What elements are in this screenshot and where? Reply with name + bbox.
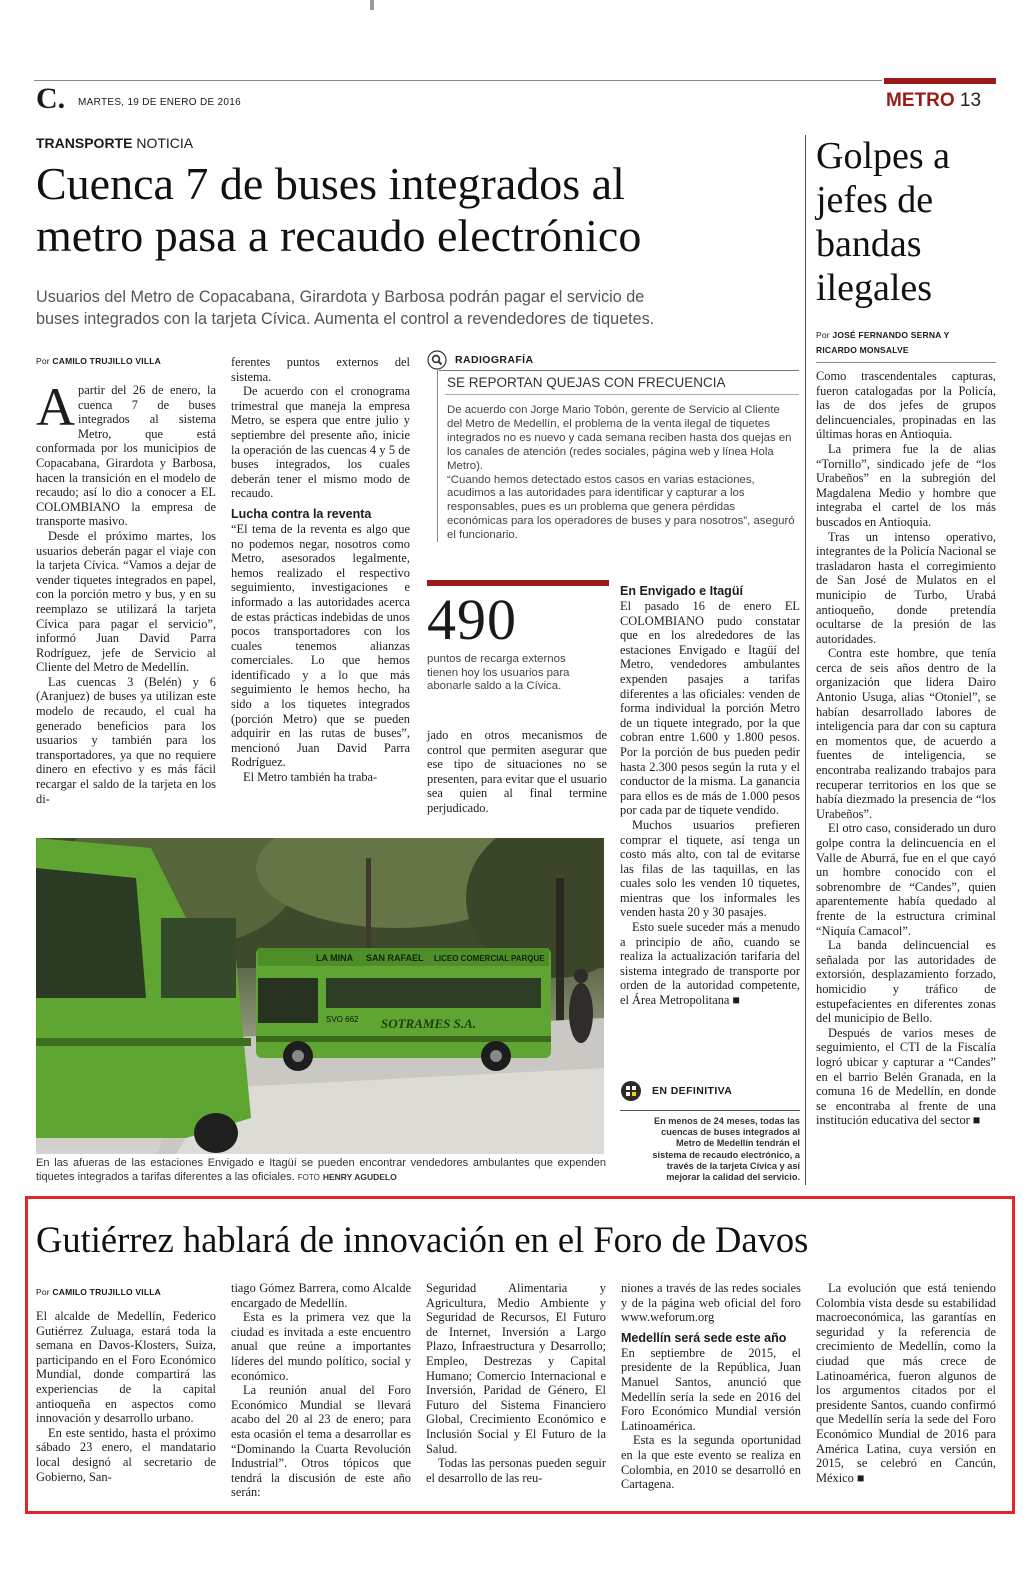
- top-page-edge: [370, 0, 374, 10]
- bus-route-sign-4: PARQUE: [511, 954, 545, 963]
- en-definitiva-rule: [620, 1110, 800, 1111]
- side-byline-rule: [816, 362, 996, 363]
- radiografia-title-rule: [445, 394, 799, 395]
- issue-date: MARTES, 19 DE ENERO DE 2016: [78, 97, 241, 108]
- radiografia-header: [427, 350, 799, 370]
- side-body: Como trascendentales capturas, fueron catalogadas por la Policía, las de dos jefes de grupos delincuenciales, propinadas en las últimas horas en Antioquia. La primera fue la de alias “Tornillo”, sindicado jefe de “los Urabeños” en la subregión del Magdalena Medio y hombre que integraba el cartel de los más buscados en Antioquia. Tras un intenso operativo, integrantes de la Policía Nacional se trasladaron hasta el corregimiento de San José de Mulatos en el municipio de Turbo, Urabá antioqueño, donde pretendía ocultarse de la presión de las autoridades. Contra este hombre, que tenía cerca de seis años dentro de la organización que lidera Dairo Antonio Usuga, alias “Otoniel”, se habían desarrollado labores de inteligencia para dar con su captura en momentos que, de acuerdo a fuentes de inteligencia, se encontraba realizando trabajos para recuperar territorios en los que se había diezmado la presencia de “los Urabeños”. El otro caso, considerado un duro golpe contra la delincuencia en el Valle de Aburrá, fue en el que cayó un hombre conocido con el sobrenombre de “Candes”, quien aparentemente había quedado al frente de la estructura criminal “Niquía Camacol”. La banda delincuencial es señalada por las autoridades de extorsión, desplazamiento forzado, homicidio y tráfico de estupefacientes en diferentes zonas del municipio de Bello. Después de varios meses de seguimiento, el CTI de la Fiscalía logró ubicar y capturar a “Candes” en el barrio Belén Granada, en la comuna 16 de Medellín, en donde se encontraba al frente de una institución educativa del sector ■: [816, 369, 996, 1128]
- stat-number: 490: [427, 587, 517, 652]
- bus-photo-illustration: [36, 838, 604, 1154]
- subhead-reventa: Lucha contra la reventa: [231, 506, 372, 521]
- bottom-headline: Gutiérrez hablará de innovación en el Foro de Davos: [36, 1219, 809, 1260]
- main-headline-line-1: Cuenca 7 de buses integrados al: [36, 158, 625, 209]
- photo-credit-name: HENRY AGUDELO: [322, 1171, 397, 1182]
- main-col-3: jado en otros mecanismos de control que permiten asegurar que ese tipo de situaciones no se presenten, para evitar que el usuario sea quien al final termine perjudicado.: [427, 728, 607, 815]
- photo-caption: En las afueras de las estaciones Envigado e Itagüí se pueden encontrar vendedores ambulantes que expenden tiquetes integrados a tarifas diferentes a las oficiales. FOTO HENRY AGUDELO: [36, 1157, 606, 1183]
- stat-bar: [427, 580, 609, 586]
- bus-route-sign-2: SAN RAFAEL: [366, 953, 424, 963]
- radiografia-side-rule: [437, 370, 438, 542]
- bus-route-sign-1: LA MINA: [316, 953, 354, 963]
- header-rule: [34, 80, 882, 81]
- magnifier-icon: [427, 350, 447, 370]
- photo-credit-label: FOTO: [297, 1172, 320, 1182]
- radiografia-box: [427, 350, 799, 560]
- main-headline: [36, 158, 806, 262]
- bottom-col-1: El alcalde de Medellín, Federico Gutiérrez Zuluaga, estará toda la semana en Davos-Klosters, Suiza, participando en el Foro Económico Mundial, donde compartirá las experiencias de la capital antioqueña en aspectos como innovación y desarrollo urbano. En este sentido, hasta el próximo sábado 23 enero, el mandatario local designó al secretario de Gobierno, San-: [36, 1309, 216, 1484]
- bottom-col-3: Seguridad Alimentaria y Agricultura, Medio Ambiente y Seguridad de Recursos, El Futuro de Internet, Inversión a Largo Plazo, Infraestructura y Desarrollo; Empleo, Destrezas y Capital Humano; Comercio Internacional e Inversión, Paridad de Género, El Futuro del Sistema Financiero Global, Crecimiento Económico e Inclusión Social y El Futuro de la Salud. Todas las personas pueden seguir el desarrollo de las reu-: [426, 1281, 606, 1485]
- side-column-rule: [805, 135, 806, 1185]
- section-name: METRO: [886, 90, 955, 111]
- bus-photo: [36, 838, 604, 1154]
- subhead-medellin-sede: Medellín será sede este año: [621, 1330, 787, 1345]
- main-col-1: Apartir del 26 de enero, la cuenca 7 de buses integrados al sistema Metro, que está conformada por los municipios de Copacabana, Girardota y Barbosa, hacen la transición en el modelo de recaudo; así lo dio a conocer a EL COLOMBIANO la empresa de transporte masivo. Desde el próximo martes, los usuarios deberán pagar el viaje con la tarjeta Cívica. “Vamos a dejar de vender tiquetes integrados en papel, con la porción metro y bus, y en su reemplazo se utilizará la tarjeta Cívica para pagar el servicio”, informó Juan David Parra Rodríguez, jefe de Servicio al Cliente del Metro de Medellín. Las cuencas 3 (Belén) y 6 (Aranjuez) de buses ya utilizan este modelo de recaudo, el cual ha generado beneficios para los usuarios y también para los transportadores, ya que no requiere dinero en efectivo y es más fácil recargar el saldo de la tarjeta en los di-: [36, 377, 216, 806]
- bottom-col-5: La evolución que está teniendo Colombia vista desde su estabilidad macroeconómica, las garantías en seguridad y la referencia de crecimiento de Medellín, como la ciudad que más crece de Latinoamérica, fueron algunos de los argumentos citados por el presidente Santos, cuando confirmó que Medellín sería la sede del Foro Económico Mundial de 2016 para América Latina, cuya versión en 2015, se celebró en Cancún, México ■: [816, 1281, 996, 1485]
- main-col-2: ferentes puntos externos del sistema. De acuerdo con el cronograma trimestral que maneja la empresa Metro, se espera que entre julio y septiembre del presente año, inicie la operación de las cuencas 4 y 5 de buses integrados, los cuales deberán tener el mismo modo de recaudo. Lucha contra la reventa “El tema de la reventa es algo que no podemos negar, nosotros como Metro, asesorados legalmente, hemos realizado el respectivo seguimiento, investigaciones e informado a las autoridades acerca de estas prácticas indebidas de unos pocos transportadores con los cuales tenemos alianzas comerciales. Lo que hemos identificado y a lo que más seguimiento le hemos hecho, ha sido a los tiquetes integrados (porción Metro) que se pueden adquirir en las rutas de buses”, mencionó Juan David Parra Rodríguez. El Metro también ha traba-: [231, 355, 410, 785]
- puzzle-icon: [620, 1080, 642, 1102]
- stat-box: [427, 580, 609, 690]
- en-definitiva-text: En menos de 24 meses, todas las cuencas de buses integrados al Metro de Medellín tendrán el sistema de recaudo electrónico, a través de la tarjeta Cívica y así mejorar la calidad del servicio.: [652, 1116, 800, 1183]
- en-definitiva-header: [620, 1080, 802, 1102]
- section-label: [886, 90, 981, 112]
- bus-brand: SOTRAMES S.A.: [381, 1016, 477, 1031]
- main-col-4: En Envigado e Itagüí El pasado 16 de enero EL COLOMBIANO pudo constatar que en los alrededores de las estaciones Envigado e Itagüí del Metro, vendedores ambulantes expenden pasajes a tarifas diferentes a las oficiales: venden de forma individual la porción Metro de un tiquete integrado, por la que cobran entre 1.600 y 1.800 pesos. Por la porción de bus pueden pedir hasta 2.300 pesos según la ruta y el conductor de la misma. La ganancia para ellos es de más de 1.000 pesos por cada par de tiquete vendido. Muchos usuarios prefieren comprar el tiquete, así tenga un costo más alto, con tal de evitarse las filas de las taquillas, en las cuales solo les venden 10 tiquetes, mientras que los informales les venden hasta 20 y 30 pasajes. Esto suele suceder más a menudo a principio de año, cuando se realiza la actualización tarifaria del sistema integrado de transporte por orden de la autoridad competente, el Área Metropolitana ■: [620, 584, 800, 1008]
- bottom-col-2: tiago Gómez Barrera, como Alcalde encargado de Medellín. Esta es la primera vez que la ciudad es invitada a este encuentro anual que reúne a importantes líderes del mundo político, social y económico. La reunión anual del Foro Económico Mundial se llevará acabo del 20 al 23 de enero; para esta ocasión el tema a desarrollar es “Dominando la Cuarta Revolución Industrial”. Otros tópicos que tendrá la discusión de este año serán:: [231, 1281, 411, 1500]
- main-byline: Por CAMILO TRUJILLO VILLA: [36, 356, 161, 366]
- en-definitiva-label: EN DEFINITIVA: [652, 1085, 733, 1097]
- radiografia-top-rule: [439, 370, 799, 371]
- bus-plate: SVO 662: [326, 1015, 359, 1024]
- masthead-logo: C.: [36, 82, 66, 115]
- bottom-col-4: niones a través de las redes sociales y de la página web oficial del foro www.weforum.org Medellín será sede este año En septiembre de 2015, el presidente de la República, Juan Manuel Santos, anunció que Medellín sería la sede en 2016 del Foro Económico Mundial versión Latinoamérica. Esta es la segunda oportunidad en la que este evento se realiza en Colombia, en 2010 se desarrolló en Cartagena.: [621, 1281, 801, 1492]
- main-dek: Usuarios del Metro de Copacabana, Girardota y Barbosa podrán pagar el servicio de buses integrados con la tarjeta Cívica. Aumenta el control a revendedores de tiquetes.: [36, 288, 655, 328]
- bottom-byline: Por CAMILO TRUJILLO VILLA: [36, 1287, 161, 1297]
- section-bar: [884, 78, 996, 84]
- bus-route-sign-3: LICEO COMERCIAL: [434, 954, 510, 963]
- main-headline-line-2: metro pasa a recaudo electrónico: [36, 210, 642, 261]
- subhead-envigado: En Envigado e Itagüí: [620, 584, 743, 598]
- main-kicker: TRANSPORTE NOTICIA: [36, 135, 194, 151]
- radiografia-label: RADIOGRAFÍA: [455, 354, 534, 366]
- side-headline: Golpes a jefes de bandas ilegales: [816, 135, 951, 309]
- page-number: 13: [959, 90, 982, 111]
- radiografia-title: SE REPORTAN QUEJAS CON FRECUENCIA: [447, 375, 726, 390]
- side-byline: Por JOSÉ FERNANDO SERNA Y RICARDO MONSALVE: [816, 330, 950, 355]
- en-definitiva-box: [620, 1080, 802, 1185]
- radiografia-body: De acuerdo con Jorge Mario Tobón, gerente de Servicio al Cliente del Metro de Medellín, el problema de la venta ilegal de tiquetes integrados no es nuevo y cada semana reciben hasta dos quejas en los canales de atención (redes sociales, página web y línea Hola Metro). “Cuando hemos detectado estos casos en varias estaciones, acudimos a las autoridades para identificar y capturar a los responsables, pues es un problema que genera pérdidas económicas para los operadores de buses y para nosotros”, aseguró el funcionario.: [447, 404, 795, 542]
- stat-caption: puntos de recarga externos tienen hoy los usuarios para abonarle saldo a la Cívica.: [427, 653, 570, 692]
- drop-cap: A: [36, 377, 75, 437]
